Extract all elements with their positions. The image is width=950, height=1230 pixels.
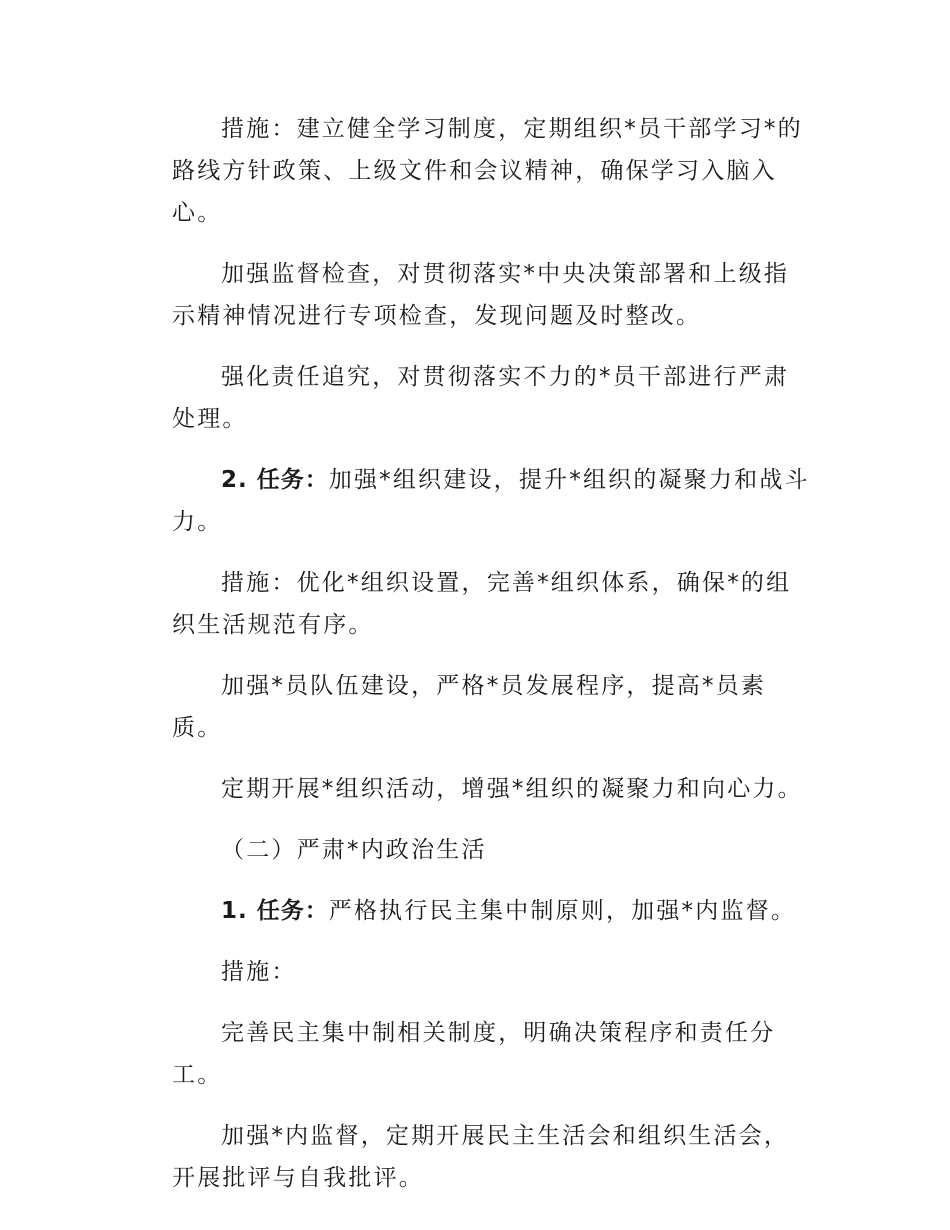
task-paragraph bbox=[172, 459, 812, 543]
section-heading bbox=[172, 829, 812, 871]
paragraph bbox=[172, 562, 812, 646]
task-paragraph bbox=[172, 890, 812, 932]
task-label: 1. 任务： bbox=[221, 898, 329, 924]
paragraph bbox=[172, 1115, 812, 1199]
paragraph bbox=[172, 1012, 812, 1096]
paragraph-text: 措施： bbox=[221, 959, 297, 985]
paragraph-text: 严格执行民主集中制原则，加强*内监督。 bbox=[328, 898, 797, 924]
section-heading-text: （二）严肃*内政治生活 bbox=[221, 837, 487, 863]
paragraph bbox=[172, 253, 812, 337]
paragraph-text: 措施：建立健全学习制度，定期组织*员干部学习*的路线方针政策、上级文件和会议精神，确保学习入脑入心。 bbox=[172, 116, 803, 226]
paragraph bbox=[172, 768, 812, 810]
paragraph bbox=[172, 665, 812, 749]
paragraph-text: 加强*内监督，定期开展民主生活会和组织生活会，开展批评与自我批评。 bbox=[172, 1123, 790, 1191]
paragraph-text: 定期开展*组织活动，增强*组织的凝聚力和向心力。 bbox=[221, 776, 803, 802]
paragraph bbox=[172, 356, 812, 440]
document-body bbox=[172, 108, 812, 1218]
paragraph-text: 加强*组织建设，提升*组织的凝聚力和战斗力。 bbox=[172, 467, 810, 535]
paragraph-text: 加强*员队伍建设，严格*员发展程序，提高*员素质。 bbox=[172, 673, 767, 741]
paragraph-text: 加强监督检查，对贯彻落实*中央决策部署和上级指示精神情况进行专项检查，发现问题及时整改。 bbox=[172, 261, 790, 329]
task-label: 2. 任务： bbox=[221, 467, 329, 493]
paragraph-text: 完善民主集中制相关制度，明确决策程序和责任分工。 bbox=[172, 1020, 776, 1088]
paragraph-text: 强化责任追究，对贯彻落实不力的*员干部进行严肃处理。 bbox=[172, 364, 790, 432]
paragraph-text: 措施：优化*组织设置，完善*组织体系，确保*的组织生活规范有序。 bbox=[172, 570, 792, 638]
paragraph bbox=[172, 108, 812, 234]
paragraph bbox=[172, 951, 812, 993]
